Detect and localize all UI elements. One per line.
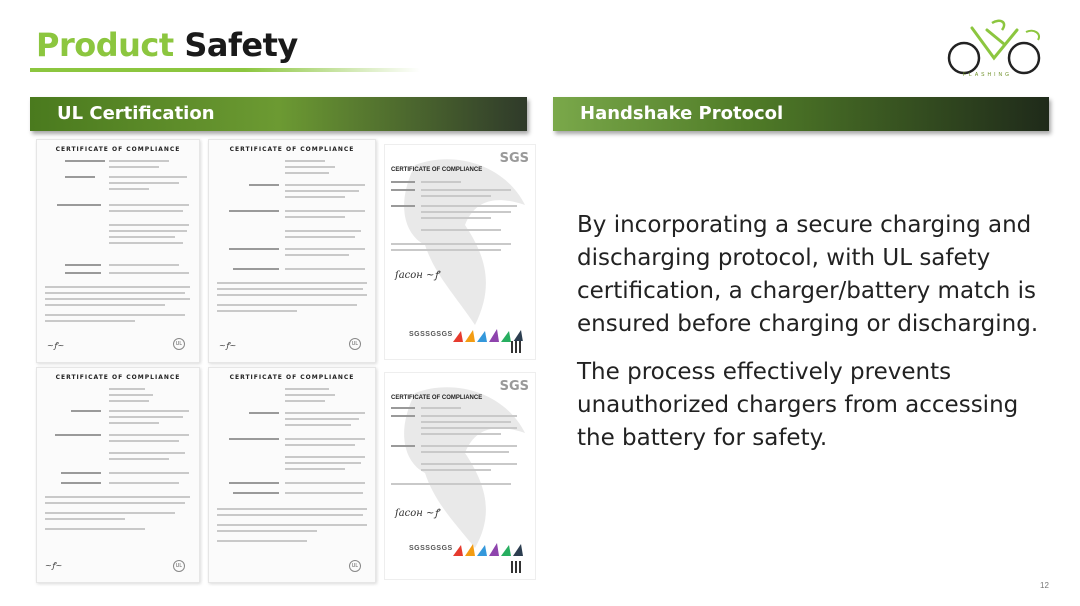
text-line <box>65 264 101 266</box>
ul-mark-icon: UL <box>349 338 361 350</box>
text-line <box>45 286 190 288</box>
text-line <box>391 189 415 191</box>
text-line <box>217 514 363 516</box>
sgs-logo: SGS <box>499 151 529 166</box>
text-line <box>109 230 187 232</box>
text-line <box>421 181 461 183</box>
text-line <box>217 540 307 542</box>
sgs-logo-strip: SGSSGSGS <box>409 331 453 338</box>
text-line <box>57 204 101 206</box>
handshake-protocol-header: Handshake Protocol <box>553 97 1049 131</box>
text-line <box>285 400 325 402</box>
text-line <box>45 320 135 322</box>
text-line <box>391 243 511 245</box>
text-line <box>285 248 365 250</box>
text-line <box>249 184 279 186</box>
text-line <box>217 288 363 290</box>
text-line <box>109 434 189 436</box>
handshake-paragraph-1: By incorporating a secure charging and discharging protocol, with UL safety certification, a charger/battery match is ensured before charging or discharging. <box>577 212 1039 337</box>
text-line <box>45 528 145 530</box>
text-line <box>229 210 279 212</box>
text-line <box>65 272 101 274</box>
text-line <box>285 230 361 232</box>
text-line <box>421 229 501 231</box>
text-line <box>109 472 189 474</box>
text-line <box>109 388 145 390</box>
text-line <box>217 508 367 510</box>
text-line <box>391 445 415 447</box>
text-line <box>421 445 517 447</box>
title-word-safety: Safety <box>184 26 298 64</box>
text-line <box>285 268 365 270</box>
text-line <box>285 424 351 426</box>
signature: ~ꝭ~ <box>45 561 63 570</box>
text-line <box>45 512 175 514</box>
text-line <box>421 211 511 213</box>
certificate-heading: CERTIFICATE OF COMPLIANCE <box>229 374 355 381</box>
ul-mark-icon: UL <box>173 560 185 572</box>
text-line <box>285 482 365 484</box>
text-line <box>109 176 187 178</box>
text-line <box>421 433 501 435</box>
text-line <box>285 216 345 218</box>
certificate-document <box>208 139 376 363</box>
text-line <box>109 458 169 460</box>
text-line <box>217 310 297 312</box>
text-line <box>233 268 279 270</box>
text-line <box>229 482 279 484</box>
signature: ~ꝭ~ <box>47 341 65 350</box>
page-number: 12 <box>1040 581 1049 590</box>
text-line <box>421 469 491 471</box>
text-line <box>229 438 279 440</box>
text-line <box>71 410 101 412</box>
text-line <box>45 502 185 504</box>
text-line <box>249 412 279 414</box>
sgs-certificate-title: CERTIFICATE OF COMPLIANCE <box>391 395 483 401</box>
text-line <box>421 421 511 423</box>
signature: ſaсон ~ꝭ <box>395 270 440 281</box>
text-line <box>285 236 355 238</box>
text-line <box>109 160 169 162</box>
text-line <box>391 483 511 485</box>
text-line <box>109 166 159 168</box>
text-line <box>285 492 363 494</box>
certificate-heading: CERTIFICATE OF COMPLIANCE <box>229 146 355 153</box>
page-title <box>36 26 298 64</box>
text-line <box>109 452 185 454</box>
colored-birds-icon <box>451 541 531 561</box>
text-line <box>285 172 329 174</box>
text-line <box>217 524 367 526</box>
text-line <box>109 440 179 442</box>
text-line <box>45 518 125 520</box>
text-line <box>285 166 335 168</box>
text-line <box>285 462 361 464</box>
text-line <box>391 249 501 251</box>
signature: ſaсон ~ꝭ <box>395 508 440 519</box>
text-line <box>45 292 185 294</box>
text-line <box>421 205 517 207</box>
text-line <box>285 190 359 192</box>
title-word-product: Product <box>36 26 174 64</box>
text-line <box>109 416 183 418</box>
text-line <box>217 530 317 532</box>
text-line <box>421 195 491 197</box>
text-line <box>285 210 365 212</box>
text-line <box>285 254 349 256</box>
handshake-paragraph-2: The process effectively prevents unauthorized chargers from accessing the battery for safety. <box>577 359 1019 451</box>
text-line <box>217 304 357 306</box>
text-line <box>45 314 185 316</box>
sgs-certificate-document <box>384 372 536 580</box>
text-line <box>109 242 183 244</box>
sgs-logo: SGS <box>499 379 529 394</box>
text-line <box>109 264 179 266</box>
text-line <box>55 434 101 436</box>
text-line <box>285 160 325 162</box>
text-line <box>109 204 189 206</box>
text-line <box>65 160 105 162</box>
text-line <box>285 394 335 396</box>
text-line <box>109 400 149 402</box>
text-line <box>391 205 415 207</box>
text-line <box>391 415 415 417</box>
text-line <box>421 463 517 465</box>
text-line <box>45 304 165 306</box>
text-line <box>109 394 153 396</box>
text-line <box>285 418 359 420</box>
text-line <box>421 427 517 429</box>
sgs-logo-strip: SGSSGSGS <box>409 545 453 552</box>
qr-code-icon <box>511 341 523 353</box>
certificate-heading: CERTIFICATE OF COMPLIANCE <box>55 374 181 381</box>
text-line <box>421 415 517 417</box>
text-line <box>285 468 345 470</box>
text-line <box>391 181 415 183</box>
ul-mark-icon: UL <box>349 560 361 572</box>
ul-certification-header: UL Certification <box>30 97 527 131</box>
text-line <box>109 224 189 226</box>
text-line <box>109 210 183 212</box>
certificate-document <box>208 367 376 583</box>
title-underline <box>30 68 420 72</box>
text-line <box>285 184 365 186</box>
text-line <box>285 456 365 458</box>
text-line <box>45 298 190 300</box>
text-line <box>229 248 279 250</box>
certificate-document <box>36 139 200 363</box>
text-line <box>61 472 101 474</box>
text-line <box>109 422 159 424</box>
text-line <box>61 482 101 484</box>
text-line <box>285 412 365 414</box>
text-line <box>109 236 175 238</box>
text-line <box>391 407 415 409</box>
text-line <box>109 482 179 484</box>
text-line <box>109 182 179 184</box>
ul-mark-icon: UL <box>173 338 185 350</box>
text-line <box>233 492 279 494</box>
text-line <box>421 217 491 219</box>
sgs-certificate-document <box>384 144 536 360</box>
text-line <box>421 407 461 409</box>
sgs-certificate-title: CERTIFICATE OF COMPLIANCE <box>391 167 483 173</box>
company-logo <box>942 18 1050 78</box>
text-line <box>109 188 149 190</box>
text-line <box>285 444 355 446</box>
qr-code-icon <box>511 561 523 573</box>
text-line <box>421 451 509 453</box>
text-line <box>217 294 367 296</box>
text-line <box>45 496 190 498</box>
signature: ~ꝭ~ <box>219 341 237 350</box>
certificate-document <box>36 367 200 583</box>
text-line <box>285 388 329 390</box>
text-line <box>109 410 189 412</box>
logo-text: FLASHING <box>963 72 1013 78</box>
text-line <box>109 272 189 274</box>
text-line <box>285 196 345 198</box>
text-line <box>421 189 511 191</box>
certificate-heading: CERTIFICATE OF COMPLIANCE <box>55 146 181 153</box>
text-line <box>285 438 365 440</box>
text-line <box>217 282 367 284</box>
text-line <box>65 176 95 178</box>
